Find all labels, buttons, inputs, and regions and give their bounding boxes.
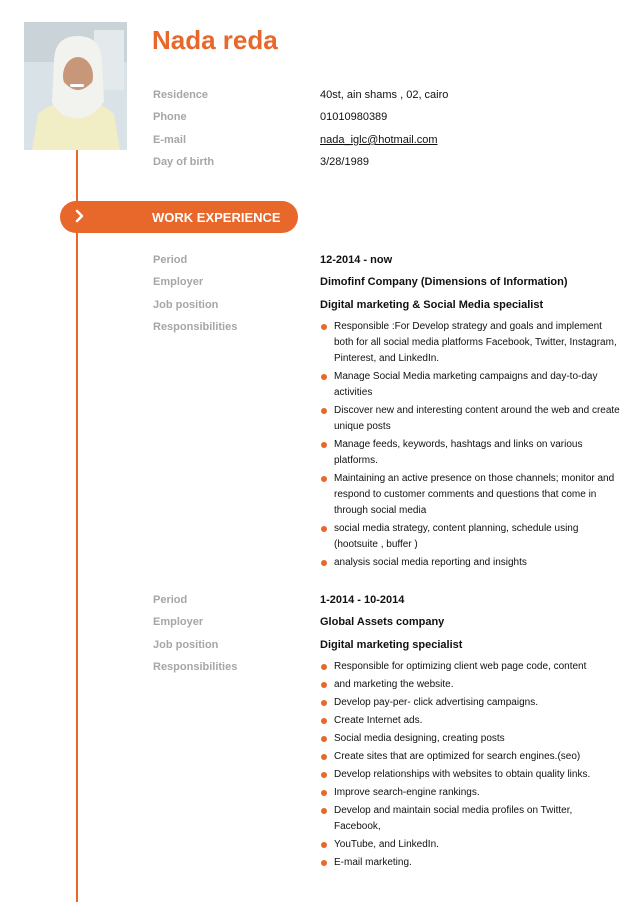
list-item: Create Internet ads. bbox=[320, 713, 620, 729]
period-label: Period bbox=[153, 254, 188, 266]
responsibilities-label: Responsibilities bbox=[153, 661, 238, 673]
residence-value: 40st, ain shams , 02, cairo bbox=[320, 89, 449, 101]
list-item: Create sites that are optimized for search engines.(seo) bbox=[320, 749, 620, 765]
job1-responsibility-list bbox=[320, 319, 620, 573]
job2-period: 1-2014 - 10-2014 bbox=[320, 594, 405, 606]
employer-label: Employer bbox=[153, 276, 204, 288]
list-item: Manage Social Media marketing campaigns and day-to-day activities bbox=[320, 369, 620, 401]
birthdate-value: 3/28/1989 bbox=[320, 156, 369, 168]
section-title: WORK EXPERIENCE bbox=[152, 210, 281, 225]
list-item: Social media designing, creating posts bbox=[320, 731, 620, 747]
job1-position: Digital marketing & Social Media specialist bbox=[320, 299, 544, 311]
list-item: YouTube, and LinkedIn. bbox=[320, 837, 620, 853]
email-label: E-mail bbox=[153, 134, 187, 146]
chevron-right-icon bbox=[72, 208, 88, 224]
phone-value: 01010980389 bbox=[320, 111, 388, 123]
job-position-label: Job position bbox=[153, 639, 219, 651]
employer-label: Employer bbox=[153, 616, 204, 628]
phone-label: Phone bbox=[153, 111, 187, 123]
list-item: Develop and maintain social media profiles on Twitter, Facebook, bbox=[320, 803, 620, 835]
list-item: Improve search-engine rankings. bbox=[320, 785, 620, 801]
job-position-label: Job position bbox=[153, 299, 219, 311]
job1-employer: Dimofinf Company (Dimensions of Information) bbox=[320, 276, 568, 288]
profile-photo bbox=[24, 22, 127, 150]
list-item: Maintaining an active presence on those channels; monitor and respond to customer comments and questions that come in through social media bbox=[320, 471, 620, 519]
list-item: Discover new and interesting content around the web and create unique posts bbox=[320, 403, 620, 435]
job2-responsibility-list bbox=[320, 659, 620, 873]
birthdate-label: Day of birth bbox=[153, 156, 215, 168]
list-item: Responsible :For Develop strategy and goals and implement both for all social media platforms Facebook, Twitter, Instagram, Pinterest, and LinkedIn. bbox=[320, 319, 620, 367]
list-item: E-mail marketing. bbox=[320, 855, 620, 871]
list-item: Responsible for optimizing client web page code, content bbox=[320, 659, 620, 675]
list-item: analysis social media reporting and insights bbox=[320, 555, 620, 571]
job1-period: 12-2014 - now bbox=[320, 254, 393, 266]
email-link[interactable]: nada_iglc@hotmail.com bbox=[320, 134, 438, 146]
candidate-name: Nada reda bbox=[152, 25, 278, 55]
job2-position: Digital marketing specialist bbox=[320, 639, 463, 651]
residence-label: Residence bbox=[153, 89, 209, 101]
timeline-line bbox=[76, 150, 78, 902]
section-banner bbox=[60, 201, 298, 233]
period-label: Period bbox=[153, 594, 188, 606]
list-item: and marketing the website. bbox=[320, 677, 620, 693]
list-item: Manage feeds, keywords, hashtags and links on various platforms. bbox=[320, 437, 620, 469]
responsibilities-label: Responsibilities bbox=[153, 321, 238, 333]
job2-employer: Global Assets company bbox=[320, 616, 445, 628]
list-item: Develop relationships with websites to obtain quality links. bbox=[320, 767, 620, 783]
list-item: social media strategy, content planning, schedule using (hootsuite , buffer ) bbox=[320, 521, 620, 553]
list-item: Develop pay-per- click advertising campaigns. bbox=[320, 695, 620, 711]
